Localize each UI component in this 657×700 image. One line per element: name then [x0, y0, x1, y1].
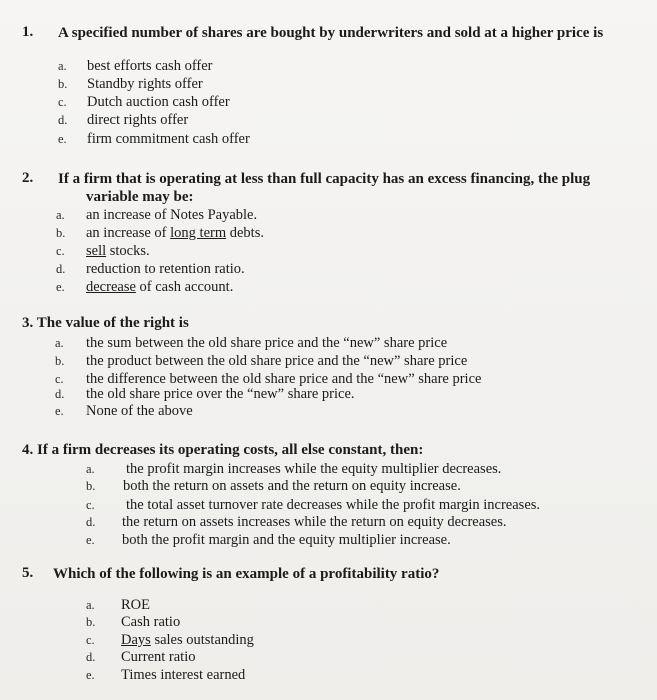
- option-text: the sum between the old share price and the “new” share price: [86, 335, 448, 351]
- option-text: firm commitment cash offer: [87, 131, 250, 147]
- option-text: direct rights offer: [87, 112, 189, 128]
- option-text: [86, 242, 150, 260]
- option-letter: b.: [55, 354, 65, 368]
- option-letter: d.: [86, 650, 96, 664]
- option-text-underlined: Days: [121, 632, 151, 648]
- option-text: Current ratio: [121, 649, 196, 665]
- option-text-underlined: sell: [86, 243, 107, 259]
- option-letter: a.: [58, 59, 67, 73]
- option-text-part: sales outstanding: [150, 632, 254, 648]
- option-text-underlined: long term: [170, 225, 227, 241]
- option-text: the return on assets increases while the return on equity decreases.: [122, 514, 507, 530]
- question-text: A specified number of shares are bought by underwriters and sold at a higher price is: [58, 25, 604, 41]
- option-text: the difference between the old share price and the “new” share price: [86, 371, 482, 387]
- option-text: [86, 224, 264, 242]
- option-letter: d.: [58, 113, 68, 127]
- option-text: both the profit margin and the equity multiplier increase.: [122, 532, 451, 548]
- option-text: an increase of Notes Payable.: [86, 207, 258, 223]
- option-text-part: an increase of: [86, 225, 171, 241]
- option-text-part: stocks.: [106, 243, 150, 259]
- question-number: 2.: [22, 170, 34, 186]
- option-text: Times interest earned: [121, 667, 246, 683]
- question-text: 3. The value of the right is: [22, 315, 189, 331]
- option-text: the product between the old share price and the “new” share price: [86, 353, 468, 369]
- option-letter: e.: [86, 668, 95, 682]
- option-letter: a.: [56, 208, 65, 222]
- option-text: both the return on assets and the return on equity increase.: [123, 478, 461, 494]
- option-letter: b.: [56, 226, 66, 240]
- option-text: the old share price over the “new” share price.: [86, 386, 355, 402]
- option-letter: b.: [58, 77, 68, 91]
- question-text-line2: variable may be:: [86, 189, 194, 205]
- option-letter: c.: [86, 498, 95, 512]
- option-text: None of the above: [86, 403, 193, 419]
- option-letter: c.: [86, 633, 95, 647]
- option-text-part: debts.: [226, 225, 264, 241]
- question-text: 4. If a firm decreases its operating costs, all else constant, then:: [22, 442, 424, 458]
- option-text: ROE: [121, 597, 150, 613]
- option-text: the total asset turnover rate decreases while the profit margin increases.: [126, 497, 541, 513]
- question-number: 5.: [22, 565, 34, 581]
- option-text: Cash ratio: [121, 614, 181, 630]
- option-letter: c.: [58, 95, 67, 109]
- option-letter: a.: [55, 336, 64, 350]
- option-letter: c.: [56, 244, 65, 258]
- option-letter: b.: [86, 615, 96, 629]
- option-text: Dutch auction cash offer: [87, 94, 230, 110]
- option-text-underlined: decrease: [86, 279, 136, 295]
- option-letter: c.: [55, 372, 64, 386]
- option-letter: e.: [56, 280, 65, 294]
- option-letter: a.: [86, 598, 95, 612]
- option-letter: d.: [56, 262, 66, 276]
- option-text: reduction to retention ratio.: [86, 261, 245, 277]
- question-number: 1.: [22, 24, 34, 40]
- option-text: Standby rights offer: [87, 76, 203, 92]
- question-text: Which of the following is an example of a profitability ratio?: [53, 566, 440, 582]
- option-letter: b.: [86, 479, 96, 493]
- option-letter: e.: [58, 132, 67, 146]
- question-text-line1: If a firm that is operating at less than full capacity has an excess financing, the plug: [58, 171, 591, 187]
- option-letter: a.: [86, 462, 95, 476]
- option-letter: d.: [55, 387, 65, 401]
- option-text: [86, 278, 233, 296]
- option-letter: e.: [55, 404, 64, 418]
- option-letter: e.: [86, 533, 95, 547]
- option-text: best efforts cash offer: [87, 58, 213, 74]
- option-text-part: of cash account.: [135, 279, 234, 295]
- option-letter: d.: [86, 515, 96, 529]
- option-text: the profit margin increases while the equity multiplier decreases.: [126, 461, 502, 477]
- option-text: [121, 631, 254, 649]
